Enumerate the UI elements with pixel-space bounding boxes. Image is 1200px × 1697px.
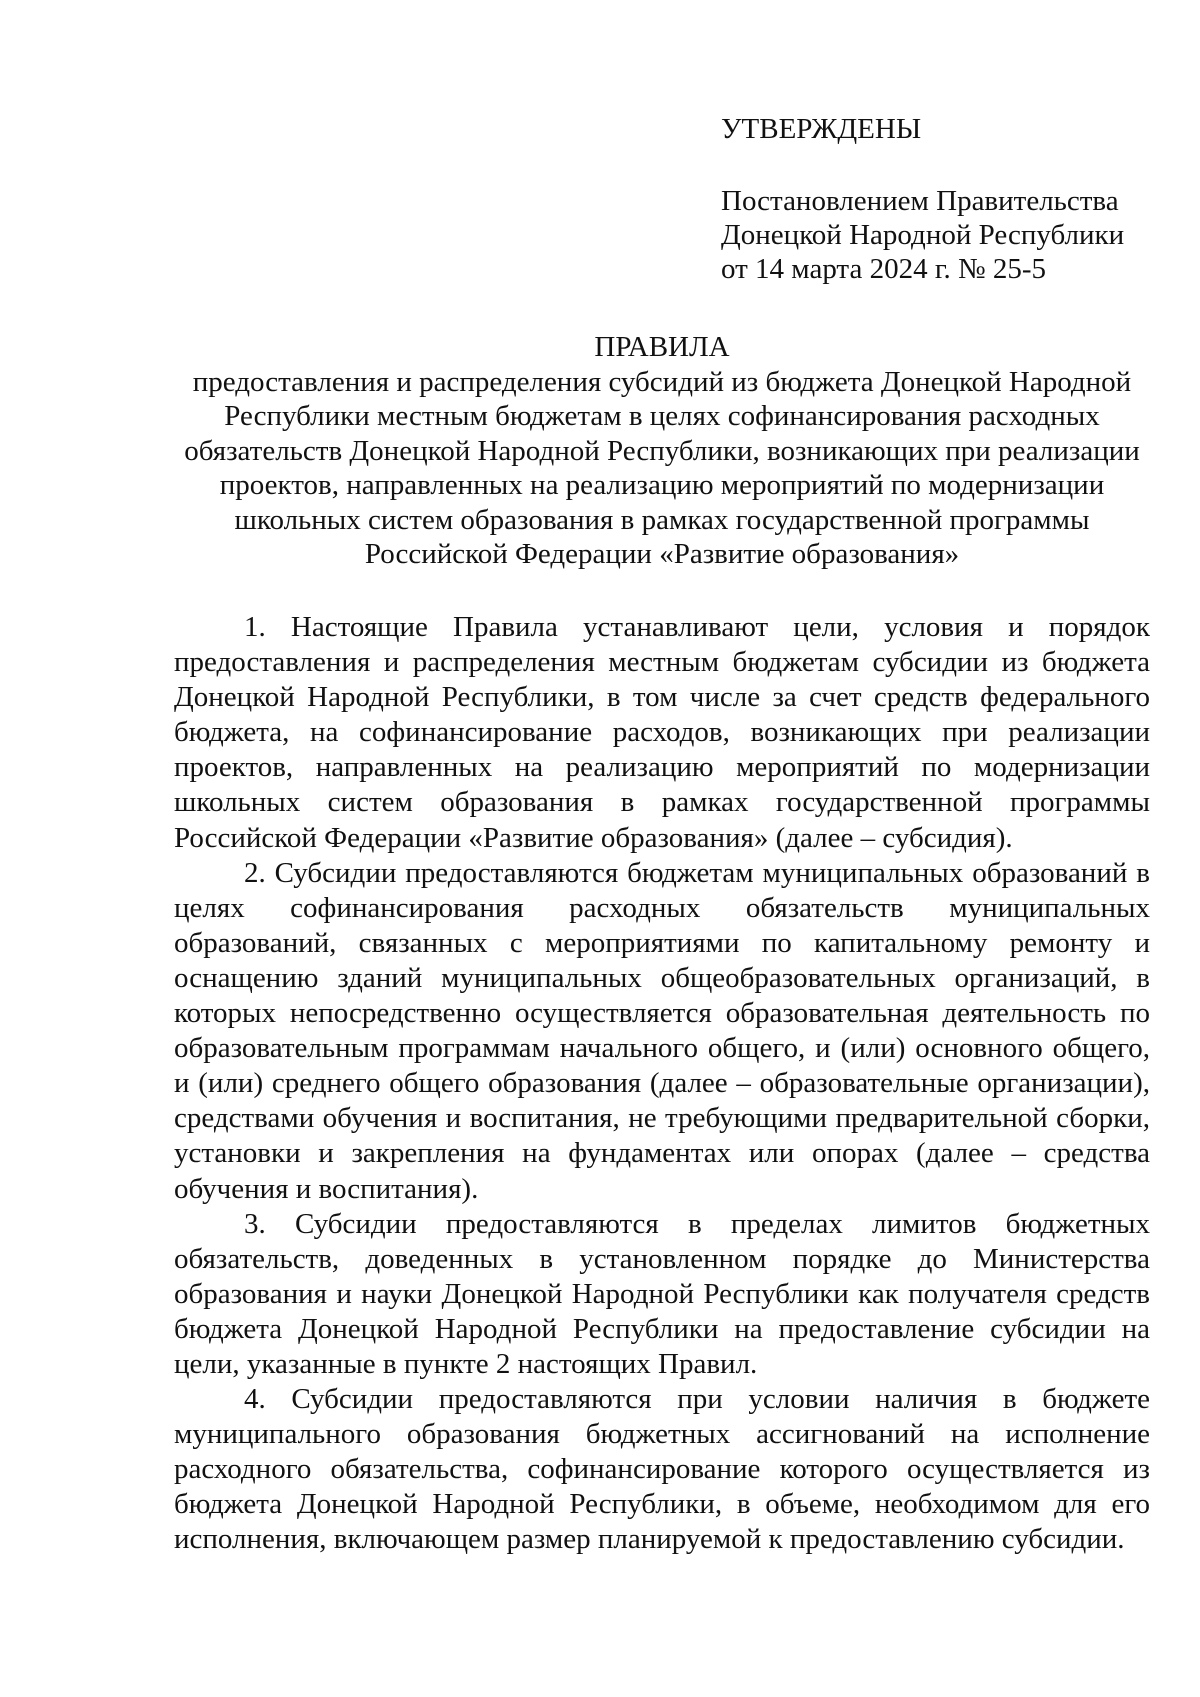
approval-block	[721, 112, 1161, 286]
paragraph-3: 3. Субсидии предоставляются в пределах лимитов бюджетных обязательств, доведенных в установленном порядке до Министерства образования и науки Донецкой Народной Республики как получателя средств бюджета Донецкой Народной Республики на предоставление субсидии на цели, указанные в пункте 2 настоящих Правил.	[174, 1207, 1150, 1380]
paragraph-2: 2. Субсидии предоставляются бюджетам муниципальных образований в целях софинансирования расходных обязательств муниципальных образований, связанных с мероприятиями по капитальному ремонту и оснащению зданий муниципальных общеобразовательных организаций, в которых непосредственно осуществляется образовательная деятельность по образовательным программам начального общего, и (или) основного общего, и (или) среднего общего образования (далее – образовательные организации), средствами обучения и воспитания, не требующими предварительной сборки, установки и закрепления на фундаментах или опорах (далее – средства обучения и воспитания).	[174, 856, 1150, 1205]
title-subline: обязательств Донецкой Народной Республики, возникающих при реализации	[184, 434, 1140, 467]
document-title	[174, 330, 1150, 572]
paragraph-4: 4. Субсидии предоставляются при условии наличия в бюджете муниципального образования бюджетных ассигнований на исполнение расходного обязательства, софинансирование которого осуществляется из бюджета Донецкой Народной Республики, в объеме, необходимом для его исполнения, включающем размер планируемой к предоставлению субсидии.	[174, 1383, 1150, 1556]
title-subline: проектов, направленных на реализацию мероприятий по модернизации	[219, 469, 1105, 501]
decree-line: Донецкой Народной Республики	[721, 219, 1125, 251]
decree-date-number: от 14 марта 2024 г. № 25-5	[721, 253, 1047, 285]
decree-reference	[721, 184, 1161, 286]
decree-line: Постановлением Правительства	[721, 185, 1119, 217]
paragraph-1: 1. Настоящие Правила устанавливают цели, условия и порядок предоставления и распределения местным бюджетам субсидии из бюджета Донецкой Народной Республики, в том числе за счет средств федерального бюджета, на софинансирование расходов, возникающих при реализации проектов, направленных на реализацию мероприятий по модернизации школьных систем образования в рамках государственной программы Российской Федерации «Развитие образования» (далее – субсидия).	[174, 611, 1150, 854]
document-body	[174, 610, 1150, 1558]
title-subline: Российской Федерации «Развитие образования»	[364, 538, 960, 570]
title-subline: школьных систем образования в рамках государственной программы	[234, 503, 1090, 536]
approval-stamp-text: УТВЕРЖДЕНЫ	[721, 113, 922, 145]
title-heading: ПРАВИЛА	[594, 331, 730, 363]
title-subline: предоставления и распределения субсидий из бюджета Донецкой Народной	[192, 365, 1132, 398]
title-subline: Республики местным бюджетам в целях софинансирования расходных	[224, 400, 1100, 432]
